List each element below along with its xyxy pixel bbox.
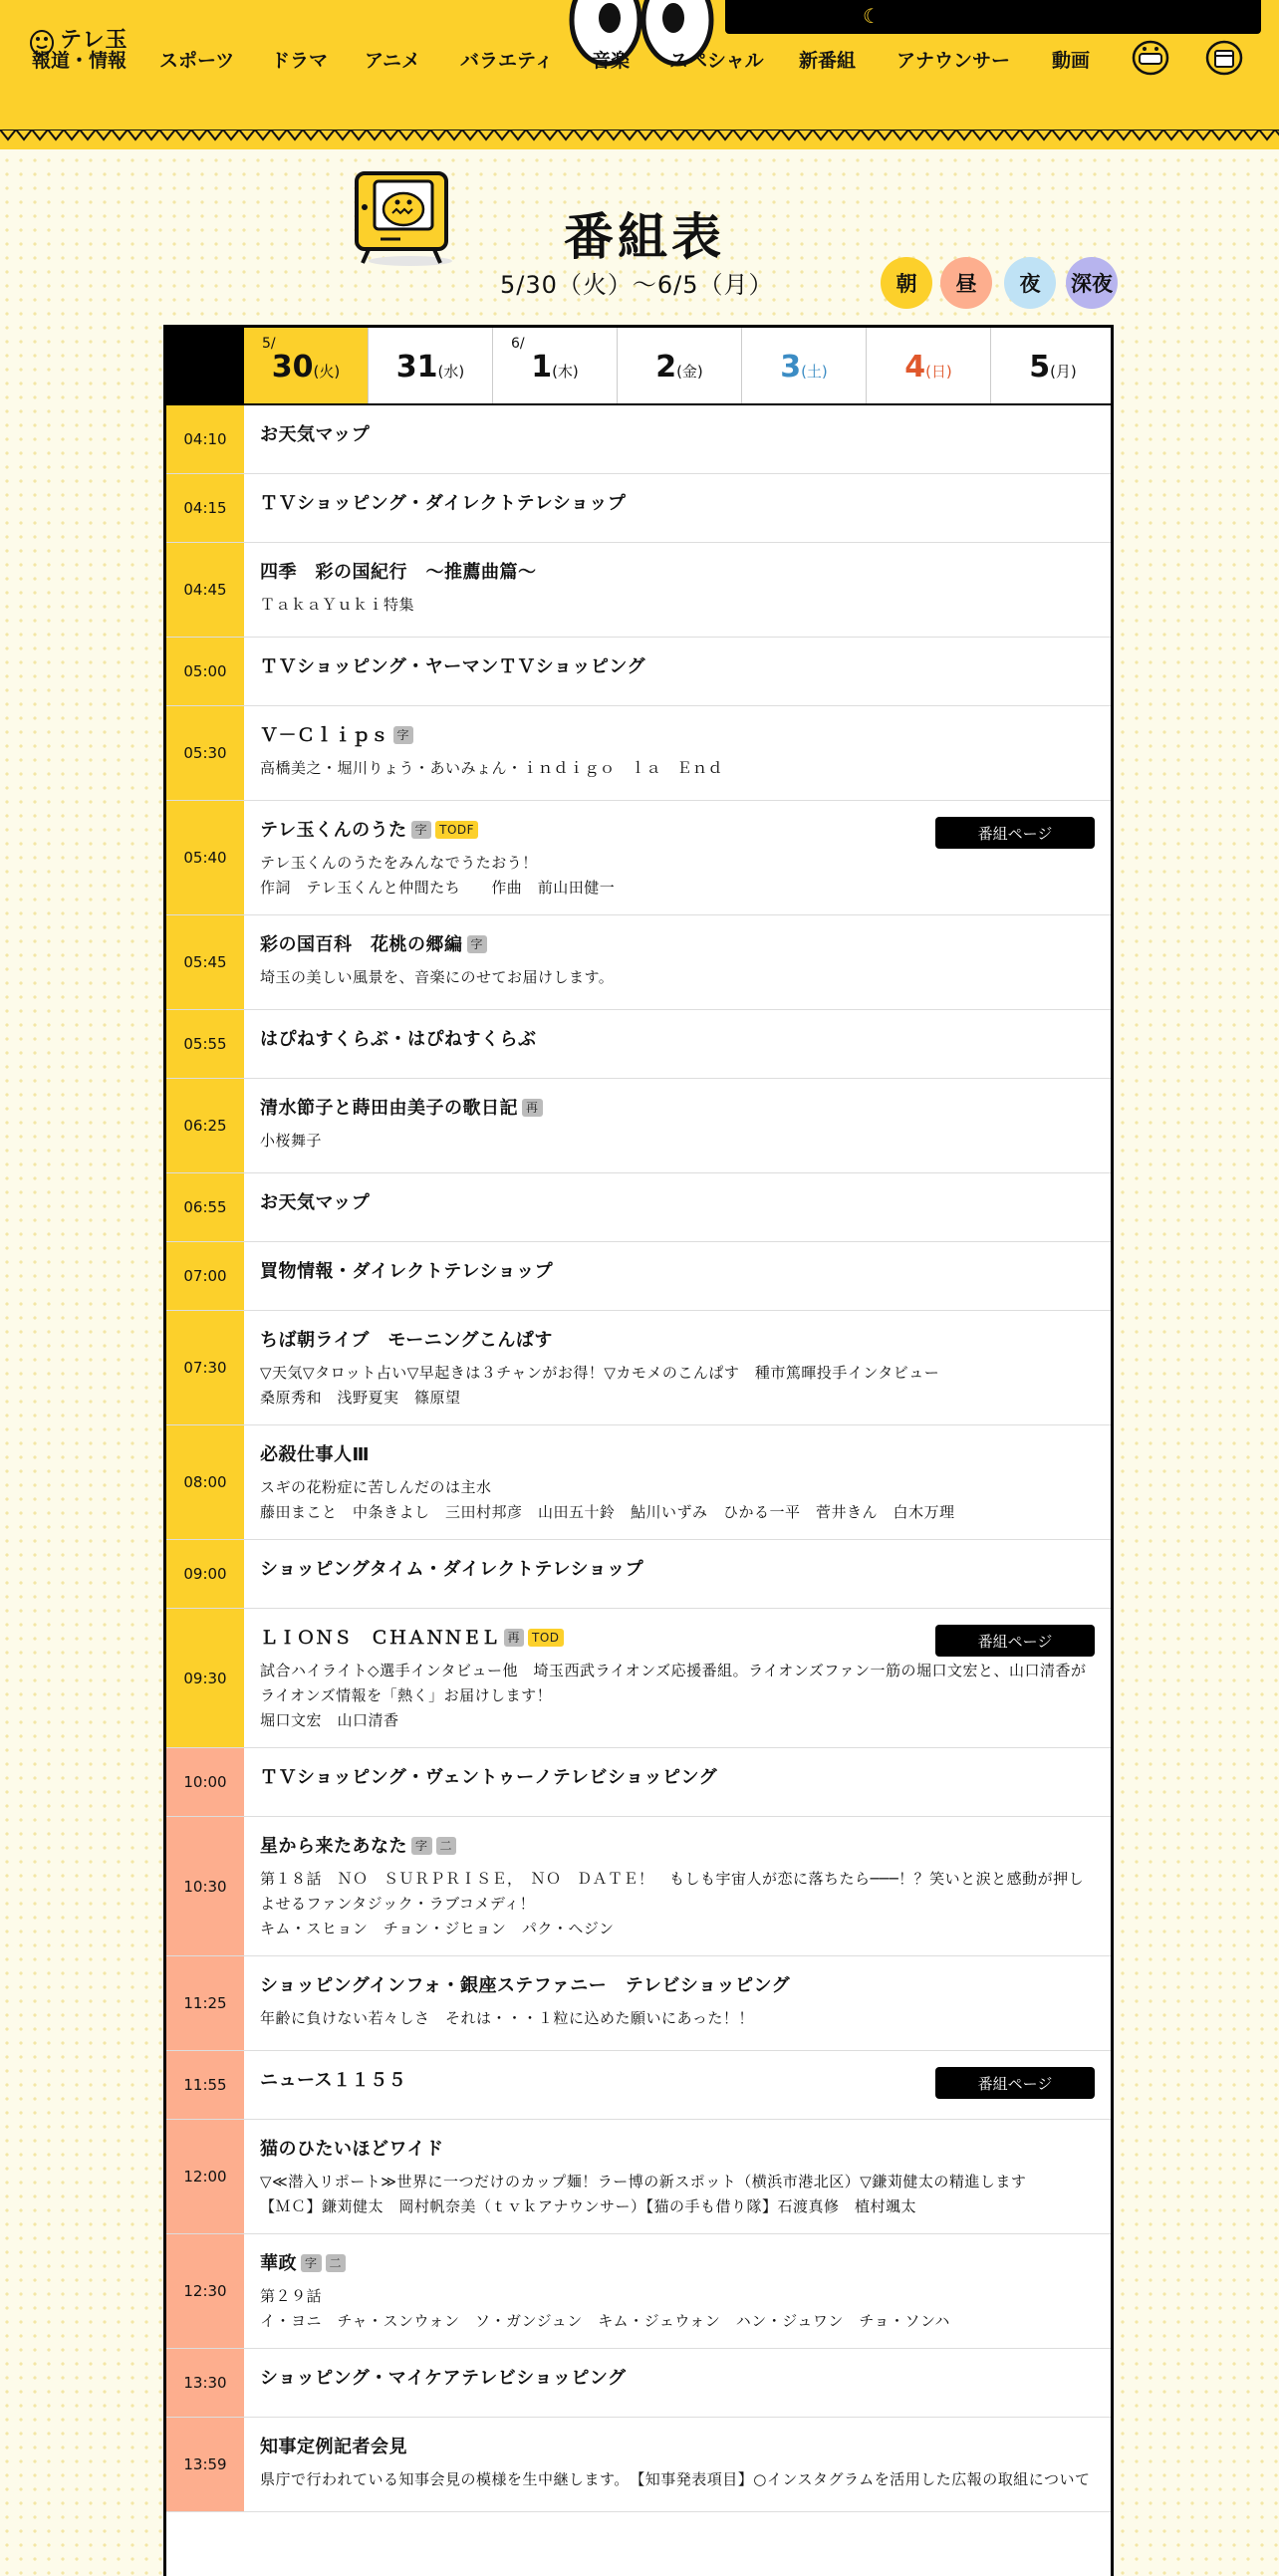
day-tab-date bbox=[618, 350, 741, 385]
program-title[interactable]: ＴＶショッピング・ヤーマンＴＶショッピング bbox=[260, 656, 646, 677]
program-content bbox=[244, 1540, 1111, 1608]
nav-special[interactable]: スペシャル bbox=[669, 50, 764, 72]
program-description-line: イ・ヨニ チャ・スンウォン ソ・ガンジュン キム・ジェウォン ハン・ジュワン チョ・ソンハ bbox=[260, 2312, 950, 2330]
program-title-line bbox=[260, 933, 1095, 957]
program-content bbox=[244, 801, 1111, 914]
program-row[interactable] bbox=[166, 915, 1111, 1010]
day-tab[interactable] bbox=[991, 328, 1114, 403]
day-tab-weekday: (土) bbox=[801, 363, 828, 381]
program-description-line: 桑原秀和 浅野夏実 篠原望 bbox=[260, 1389, 461, 1407]
program-badge: 字 bbox=[301, 2254, 322, 2272]
program-row[interactable] bbox=[166, 1173, 1111, 1242]
tv-mascot-icon bbox=[351, 167, 462, 267]
program-title-line bbox=[260, 1097, 1095, 1121]
program-description-line: ▽≪潜入リポート≫世界に一つだけのカップ麺！ラー博の新スポット（横浜市港北区）▽鎌苅健太の精進します bbox=[260, 2173, 1027, 2190]
program-title[interactable]: ニュース１１５５ bbox=[260, 2070, 407, 2091]
program-title[interactable]: ＴＶショッピング・ダイレクトテレショップ bbox=[260, 493, 627, 514]
day-tab-number: 5 bbox=[1029, 350, 1051, 385]
program-description bbox=[260, 1475, 1095, 1525]
day-tab-month: 5/ bbox=[262, 336, 276, 352]
program-title-line bbox=[260, 1443, 1095, 1467]
day-tab-date bbox=[493, 350, 617, 385]
day-tab[interactable] bbox=[742, 328, 867, 403]
program-badge: 字 bbox=[411, 1837, 432, 1855]
day-tab-month: 6/ bbox=[511, 336, 525, 352]
program-description bbox=[260, 1867, 1095, 1941]
program-description-line: スギの花粉症に苦しんだのは主水 bbox=[260, 1478, 492, 1496]
program-content bbox=[244, 1079, 1111, 1172]
program-row[interactable] bbox=[166, 1010, 1111, 1079]
program-list bbox=[166, 405, 1111, 2512]
program-description-line: テレ玉くんのうたをみんなでうたおう！ bbox=[260, 854, 538, 872]
program-title-line bbox=[260, 1191, 1095, 1215]
program-content bbox=[244, 1425, 1111, 1539]
nav-announcers[interactable]: アナウンサー bbox=[896, 50, 1011, 72]
program-description-line: 藤田まこと 中条きよし 三田村邦彦 山田五十鈴 鮎川いずみ ひかる一平 菅井きん 白木万理 bbox=[260, 1503, 955, 1521]
program-description bbox=[260, 851, 1095, 901]
nav-music[interactable]: 音楽 bbox=[592, 50, 631, 72]
day-tab-weekday: (日) bbox=[925, 363, 952, 381]
program-page-button[interactable]: 番組ページ bbox=[935, 817, 1095, 849]
program-time: 13:30 bbox=[166, 2349, 244, 2417]
day-tab-date bbox=[742, 350, 866, 385]
day-tab-date bbox=[244, 350, 368, 385]
program-page-button[interactable]: 番組ページ bbox=[935, 1625, 1095, 1657]
program-title[interactable]: 四季 彩の国紀行 ～推薦曲篇～ bbox=[260, 562, 537, 583]
program-title[interactable]: 星から来たあなた bbox=[260, 1836, 407, 1857]
program-description bbox=[260, 1129, 1095, 1154]
program-time: 05:30 bbox=[166, 706, 244, 800]
tod-morning-button[interactable]: 朝 bbox=[881, 257, 932, 309]
page-title: 番組表 bbox=[564, 208, 725, 266]
moon-icon[interactable]: ☾ bbox=[863, 4, 881, 28]
program-title[interactable]: お天気マップ bbox=[260, 424, 371, 445]
program-content bbox=[244, 1609, 1111, 1747]
program-badge: 二 bbox=[436, 1837, 457, 1855]
program-content bbox=[244, 1173, 1111, 1241]
day-header-corner bbox=[166, 328, 244, 403]
program-title[interactable]: 猫のひたいほどワイド bbox=[260, 2139, 444, 2160]
program-description-line: 高橋美之・堀川りょう・あいみょん・ｉｎｄｉｇｏ ｌａ Ｅｎｄ bbox=[260, 759, 724, 777]
program-content bbox=[244, 1010, 1111, 1078]
program-description bbox=[260, 1361, 1095, 1411]
program-description bbox=[260, 2467, 1095, 2492]
program-content bbox=[244, 1956, 1111, 2050]
nav-drama[interactable]: ドラマ bbox=[271, 50, 329, 72]
program-description-line: 県庁で行われている知事会見の模様を生中継します。 【知事発表項目】○インスタグラムを活用した広報の取組について bbox=[260, 2470, 1091, 2488]
program-row[interactable] bbox=[166, 405, 1111, 474]
day-tab[interactable] bbox=[369, 328, 493, 403]
program-time: 11:55 bbox=[166, 2051, 244, 2119]
day-tab-weekday: (火) bbox=[313, 363, 341, 381]
program-title[interactable]: はぴねすくらぶ・はぴねすくらぶ bbox=[260, 1029, 537, 1050]
date-range: 5/30（火）〜6/5（月） bbox=[500, 271, 774, 299]
program-page-button[interactable]: 番組ページ bbox=[935, 2067, 1095, 2099]
day-tab-number: 1 bbox=[531, 350, 553, 385]
program-content bbox=[244, 1817, 1111, 1955]
program-row[interactable] bbox=[166, 706, 1111, 801]
program-description-line: 【ＭＣ】鎌苅健太 岡村帆奈美（ｔｖｋアナウンサー）【猫の手も借り隊】石渡真修 植村颯太 bbox=[260, 2197, 917, 2215]
program-time: 05:55 bbox=[166, 1010, 244, 1078]
program-time: 11:25 bbox=[166, 1956, 244, 2050]
program-time: 06:55 bbox=[166, 1173, 244, 1241]
program-time: 05:40 bbox=[166, 801, 244, 914]
program-content bbox=[244, 915, 1111, 1009]
program-content bbox=[244, 474, 1111, 542]
nav-new-programs[interactable]: 新番組 bbox=[799, 50, 857, 72]
day-tab-number: 3 bbox=[780, 350, 802, 385]
program-time: 10:00 bbox=[166, 1748, 244, 1816]
program-title[interactable]: 買物情報・ダイレクトテレショップ bbox=[260, 1261, 554, 1282]
program-row[interactable] bbox=[166, 1609, 1111, 1748]
program-title[interactable]: 清水節子と蒔田由美子の歌日記 bbox=[260, 1098, 518, 1119]
nav-news[interactable]: 報道・情報 bbox=[32, 50, 128, 72]
day-tab-weekday: (金) bbox=[676, 363, 703, 381]
day-tab[interactable] bbox=[618, 328, 742, 403]
program-time: 05:45 bbox=[166, 915, 244, 1009]
tod-night-button[interactable]: 夜 bbox=[1004, 257, 1056, 309]
program-row[interactable] bbox=[166, 801, 1111, 915]
program-title[interactable]: ショッピングタイム・ダイレクトテレショップ bbox=[260, 1559, 644, 1580]
program-time: 08:00 bbox=[166, 1425, 244, 1539]
day-tab-number: 2 bbox=[655, 350, 677, 385]
program-description-line: 第１８話 ＮＯ ＳＵＲＰＲＩＳＥ， ＮＯ ＤＡＴＥ！ もしも宇宙人が恋に落ちたら───！？笑いと涙と感動が押しよせるファンタジック・ラブコメディ！ bbox=[260, 1870, 1085, 1913]
program-title[interactable]: 知事定例記者会見 bbox=[260, 2437, 407, 2457]
program-title-line bbox=[260, 492, 1095, 516]
program-row[interactable] bbox=[166, 2349, 1111, 2418]
program-content bbox=[244, 1311, 1111, 1424]
program-row[interactable] bbox=[166, 1817, 1111, 1956]
program-content bbox=[244, 1748, 1111, 1816]
tod-latenight-button[interactable]: 深夜 bbox=[1066, 257, 1118, 309]
logo-text: テレ玉 bbox=[60, 28, 128, 53]
day-tab[interactable] bbox=[867, 328, 991, 403]
program-time: 10:30 bbox=[166, 1817, 244, 1955]
program-description bbox=[260, 1659, 1095, 1733]
program-description-line: キム・スヒョン チョン・ジヒョン パク・ヘジン bbox=[260, 1920, 615, 1937]
program-title-line bbox=[260, 655, 1095, 679]
program-row[interactable] bbox=[166, 1079, 1111, 1173]
program-badge: 字 bbox=[411, 821, 432, 839]
schedule-table bbox=[163, 325, 1114, 2576]
program-title-line bbox=[260, 724, 1095, 748]
program-time: 13:59 bbox=[166, 2418, 244, 2511]
program-title[interactable]: ちば朝ライブ モーニングこんぱす bbox=[260, 1330, 553, 1351]
top-black-bar bbox=[725, 0, 1261, 34]
program-badge: 字 bbox=[393, 726, 414, 744]
program-row[interactable] bbox=[166, 474, 1111, 543]
program-title[interactable]: テレ玉くんのうた bbox=[260, 820, 407, 841]
program-description-line: 第２９話 bbox=[260, 2287, 323, 2305]
program-title-line bbox=[260, 561, 1095, 585]
program-title-line bbox=[260, 1974, 1095, 1998]
program-row[interactable] bbox=[166, 2051, 1111, 2120]
program-time: 04:15 bbox=[166, 474, 244, 542]
program-row[interactable] bbox=[166, 2234, 1111, 2349]
program-description-line: 小桜舞子 bbox=[260, 1132, 323, 1150]
program-badge: TOD bbox=[528, 1629, 564, 1647]
program-time: 12:30 bbox=[166, 2234, 244, 2348]
nav-anime[interactable]: アニメ bbox=[365, 50, 421, 72]
day-tab-number: 4 bbox=[904, 350, 926, 385]
program-time: 12:00 bbox=[166, 2120, 244, 2233]
program-content bbox=[244, 543, 1111, 637]
program-description bbox=[260, 756, 1095, 781]
program-title[interactable]: Ｖ－Ｃｌｉｐｓ bbox=[260, 725, 389, 746]
program-title[interactable]: ショッピングインフォ・銀座ステファニー テレビショッピング bbox=[260, 1975, 791, 1996]
program-content bbox=[244, 2234, 1111, 2348]
mascot-character-icon[interactable] bbox=[1130, 34, 1171, 76]
program-time: 04:10 bbox=[166, 405, 244, 473]
program-time: 05:00 bbox=[166, 638, 244, 705]
program-description-line: 試合ハイライト◇選手インタビュー他 埼玉西武ライオンズ応援番組。ライオンズファン一筋の堀口文宏と、山口清香がライオンズ情報を「熱く」お届けします！ bbox=[260, 1662, 1087, 1704]
program-badge: TODF bbox=[435, 821, 478, 839]
tod-daytime-button[interactable]: 昼 bbox=[940, 257, 992, 309]
day-tabs bbox=[166, 328, 1111, 405]
program-row[interactable] bbox=[166, 2120, 1111, 2234]
day-tab-weekday: (月) bbox=[1050, 363, 1077, 381]
program-time: 09:00 bbox=[166, 1540, 244, 1608]
program-title-line bbox=[260, 2367, 1095, 2391]
day-tab[interactable] bbox=[244, 328, 369, 403]
program-title[interactable]: ショッピング・マイケアテレビショッピング bbox=[260, 2368, 627, 2389]
program-title[interactable]: 華政 bbox=[260, 2253, 297, 2274]
program-title-line bbox=[260, 1260, 1095, 1284]
program-content bbox=[244, 405, 1111, 473]
day-tab-number: 30 bbox=[271, 350, 314, 385]
nav-sports[interactable]: スポーツ bbox=[159, 50, 235, 72]
program-row[interactable] bbox=[166, 1311, 1111, 1425]
nav-video[interactable]: 動画 bbox=[1052, 50, 1091, 72]
program-description bbox=[260, 2284, 1095, 2334]
program-title[interactable]: 彩の国百科 花桃の郷編 bbox=[260, 934, 463, 955]
program-badge: 二 bbox=[326, 2254, 347, 2272]
day-tab-date bbox=[867, 350, 990, 385]
program-content bbox=[244, 2349, 1111, 2417]
program-description bbox=[260, 593, 1095, 618]
program-badge: 字 bbox=[467, 935, 488, 953]
program-description-line: ＴａｋａＹｕｋｉ特集 bbox=[260, 596, 415, 614]
program-time: 04:45 bbox=[166, 543, 244, 637]
program-row[interactable] bbox=[166, 1425, 1111, 1540]
program-title[interactable]: ＬＩＯＮＳ ＣＨＡＮＮＥＬ bbox=[260, 1628, 500, 1649]
day-tab-weekday: (木) bbox=[552, 363, 579, 381]
program-description-line: 年齢に負けない若々しさ それは・・・１粒に込めた願いにあった！！ bbox=[260, 2009, 754, 2027]
program-content bbox=[244, 2418, 1111, 2511]
program-row[interactable] bbox=[166, 638, 1111, 706]
program-title-line bbox=[260, 2138, 1095, 2162]
program-title-line bbox=[260, 1329, 1095, 1353]
program-badge: 再 bbox=[504, 1629, 525, 1647]
program-time: 07:00 bbox=[166, 1242, 244, 1310]
day-tab-weekday: (水) bbox=[437, 363, 465, 381]
program-title-line bbox=[260, 1766, 1095, 1790]
calendar-character-icon[interactable] bbox=[1203, 34, 1245, 76]
program-description-line: 埼玉の美しい風景を、音楽にのせてお届けします。 bbox=[260, 968, 615, 986]
day-tab-date bbox=[991, 350, 1114, 385]
program-content bbox=[244, 638, 1111, 705]
program-description-line: 作詞 テレ玉くんと仲間たち 作曲 前山田健一 bbox=[260, 879, 616, 897]
program-title-line bbox=[260, 2252, 1095, 2276]
program-row[interactable] bbox=[166, 1956, 1111, 2051]
program-title-line bbox=[260, 1835, 1095, 1859]
header-zigzag-edge bbox=[0, 129, 1279, 149]
program-description-line: ▽天気▽タロット占い▽早起きは３チャンがお得！▽カモメのこんぱす 種市篤暉投手インタビュー bbox=[260, 1364, 940, 1382]
program-content bbox=[244, 2120, 1111, 2233]
program-badge: 再 bbox=[522, 1099, 543, 1117]
program-time: 07:30 bbox=[166, 1311, 244, 1424]
day-tab-date bbox=[369, 350, 492, 385]
program-title-line bbox=[260, 1558, 1095, 1582]
program-time: 09:30 bbox=[166, 1609, 244, 1747]
day-tab[interactable] bbox=[493, 328, 618, 403]
program-title[interactable]: お天気マップ bbox=[260, 1192, 371, 1213]
program-content bbox=[244, 1242, 1111, 1310]
program-description bbox=[260, 2170, 1095, 2219]
day-tab-number: 31 bbox=[395, 350, 438, 385]
site-header bbox=[0, 0, 1279, 149]
program-row[interactable] bbox=[166, 1540, 1111, 1609]
program-time: 06:25 bbox=[166, 1079, 244, 1172]
program-description bbox=[260, 965, 1095, 990]
program-title[interactable]: ＴＶショッピング・ヴェントゥーノテレビショッピング bbox=[260, 1767, 718, 1788]
program-title-line bbox=[260, 2436, 1095, 2459]
program-row[interactable] bbox=[166, 543, 1111, 638]
program-title-line bbox=[260, 1028, 1095, 1052]
program-description-line: 堀口文宏 山口清香 bbox=[260, 1711, 399, 1729]
program-title[interactable]: 必殺仕事人Ⅲ bbox=[260, 1444, 371, 1465]
program-description bbox=[260, 2006, 1095, 2031]
nav-variety[interactable]: バラエティ bbox=[460, 50, 554, 72]
program-row[interactable] bbox=[166, 1748, 1111, 1817]
program-row[interactable] bbox=[166, 2418, 1111, 2512]
program-title-line bbox=[260, 423, 1095, 447]
program-row[interactable] bbox=[166, 1242, 1111, 1311]
program-content bbox=[244, 2051, 1111, 2119]
program-content bbox=[244, 706, 1111, 800]
